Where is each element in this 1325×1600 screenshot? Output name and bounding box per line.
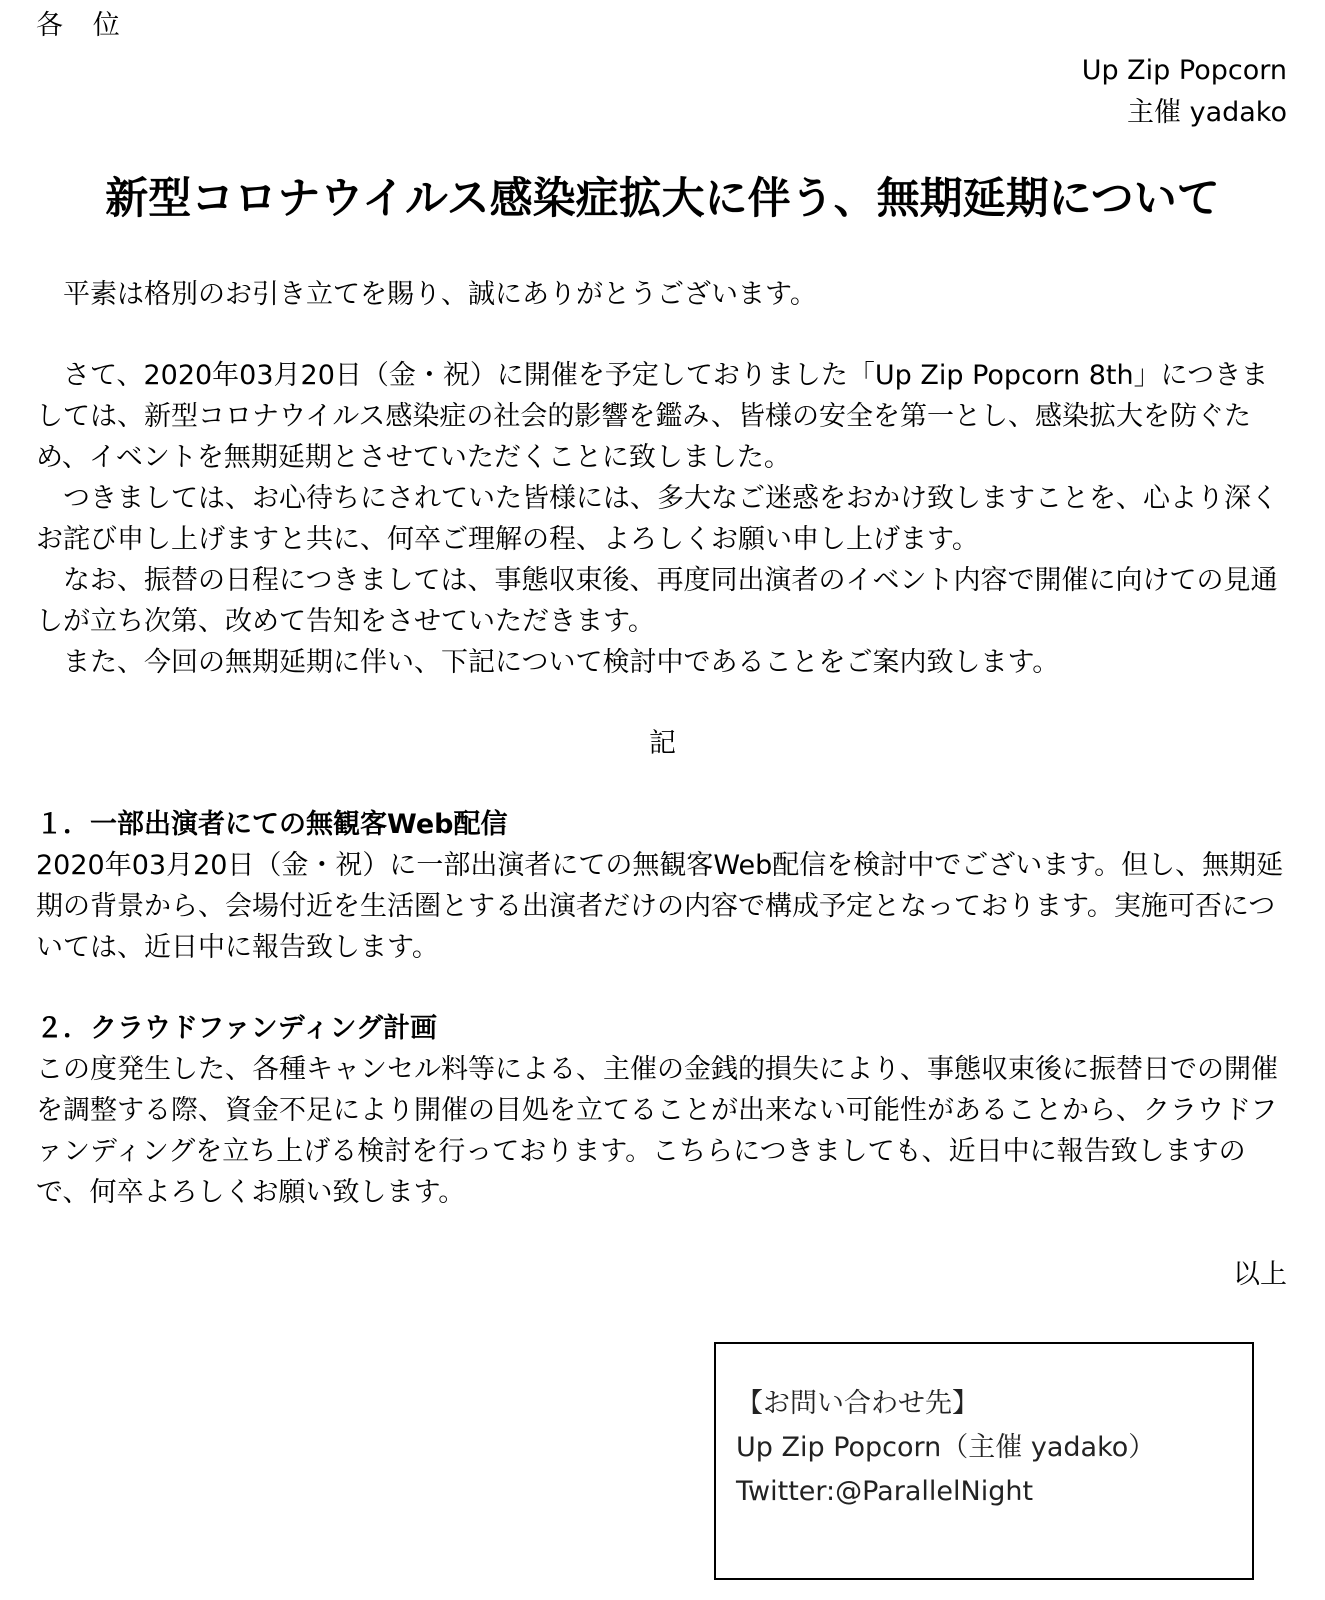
paragraph-postponement: さて、2020年03月20日（金・祝）に開催を予定しておりました「Up Zip Popcorn 8th」につきましては、新型コロナウイルス感染症の社会的影響を鑑み、皆様の安全を第一とし、感染拡大を防ぐため、イベントを無期延期とさせていただくことに致しました。 — [36, 360, 1269, 473]
ki-marker: 記 — [649, 728, 676, 759]
greeting-block — [36, 274, 1288, 315]
section-heading-web-stream: １．一部出演者にての無観客Web配信 — [36, 809, 508, 840]
contact-twitter: Twitter:@ParallelNight — [736, 1476, 1034, 1507]
section-body-web-stream: 2020年03月20日（金・祝）に一部出演者にての無観客Web配信を検討中でございます。但し、無期延期の背景から、会場付近を生活圏とする出演者だけの内容で構成予定となっております。実施可否については、近日中に報告致します。 — [36, 850, 1284, 963]
paragraph-reschedule: なお、振替の日程につきましては、事態収束後、再度同出演者のイベント内容で開催に向けての見通しが立ち次第、改めて告知をさせていただきます。 — [36, 565, 1278, 637]
recipient-line: 各 位 — [36, 10, 122, 41]
greeting-paragraph: 平素は格別のお引き立てを賜り、誠にありがとうございます。 — [63, 279, 817, 310]
closing-ijou: 以上 — [1233, 1259, 1287, 1290]
sender-block — [1082, 50, 1287, 134]
paragraph-consideration: また、今回の無期延期に伴い、下記について検討中であることをご案内致します。 — [63, 647, 1060, 678]
contact-name: Up Zip Popcorn（主催 yadako） — [736, 1432, 1156, 1463]
section-body-crowdfunding: この度発生した、各種キャンセル料等による、主催の金銭的損失により、事態収束後に振替日での開催を調整する際、資金不足により開催の目処を立てることが出来ない可能性があることから、クラウドファンディングを立ち上げる検討を行っております。こちらにつきましても、近日中に報告致しますので、何卒よろしくお願い致します。 — [36, 1054, 1278, 1208]
paragraph-apology: つきましては、お心待ちにされていた皆様には、多大なご迷惑をおかけ致しますことを、心より深くお詫び申し上げますと共に、何卒ご理解の程、よろしくお願い申し上げます。 — [36, 483, 1278, 555]
sender-organization: Up Zip Popcorn — [1081, 55, 1287, 86]
sender-organizer: 主催 yadako — [1127, 97, 1287, 128]
main-paragraphs — [36, 355, 1288, 683]
section-heading-crowdfunding: ２．クラウドファンディング計画 — [36, 1013, 437, 1044]
contact-box — [714, 1342, 1254, 1580]
page-title: 新型コロナウイルス感染症拡大に伴う、無期延期について — [105, 174, 1220, 224]
contact-heading: 【お問い合わせ先】 — [736, 1388, 979, 1419]
